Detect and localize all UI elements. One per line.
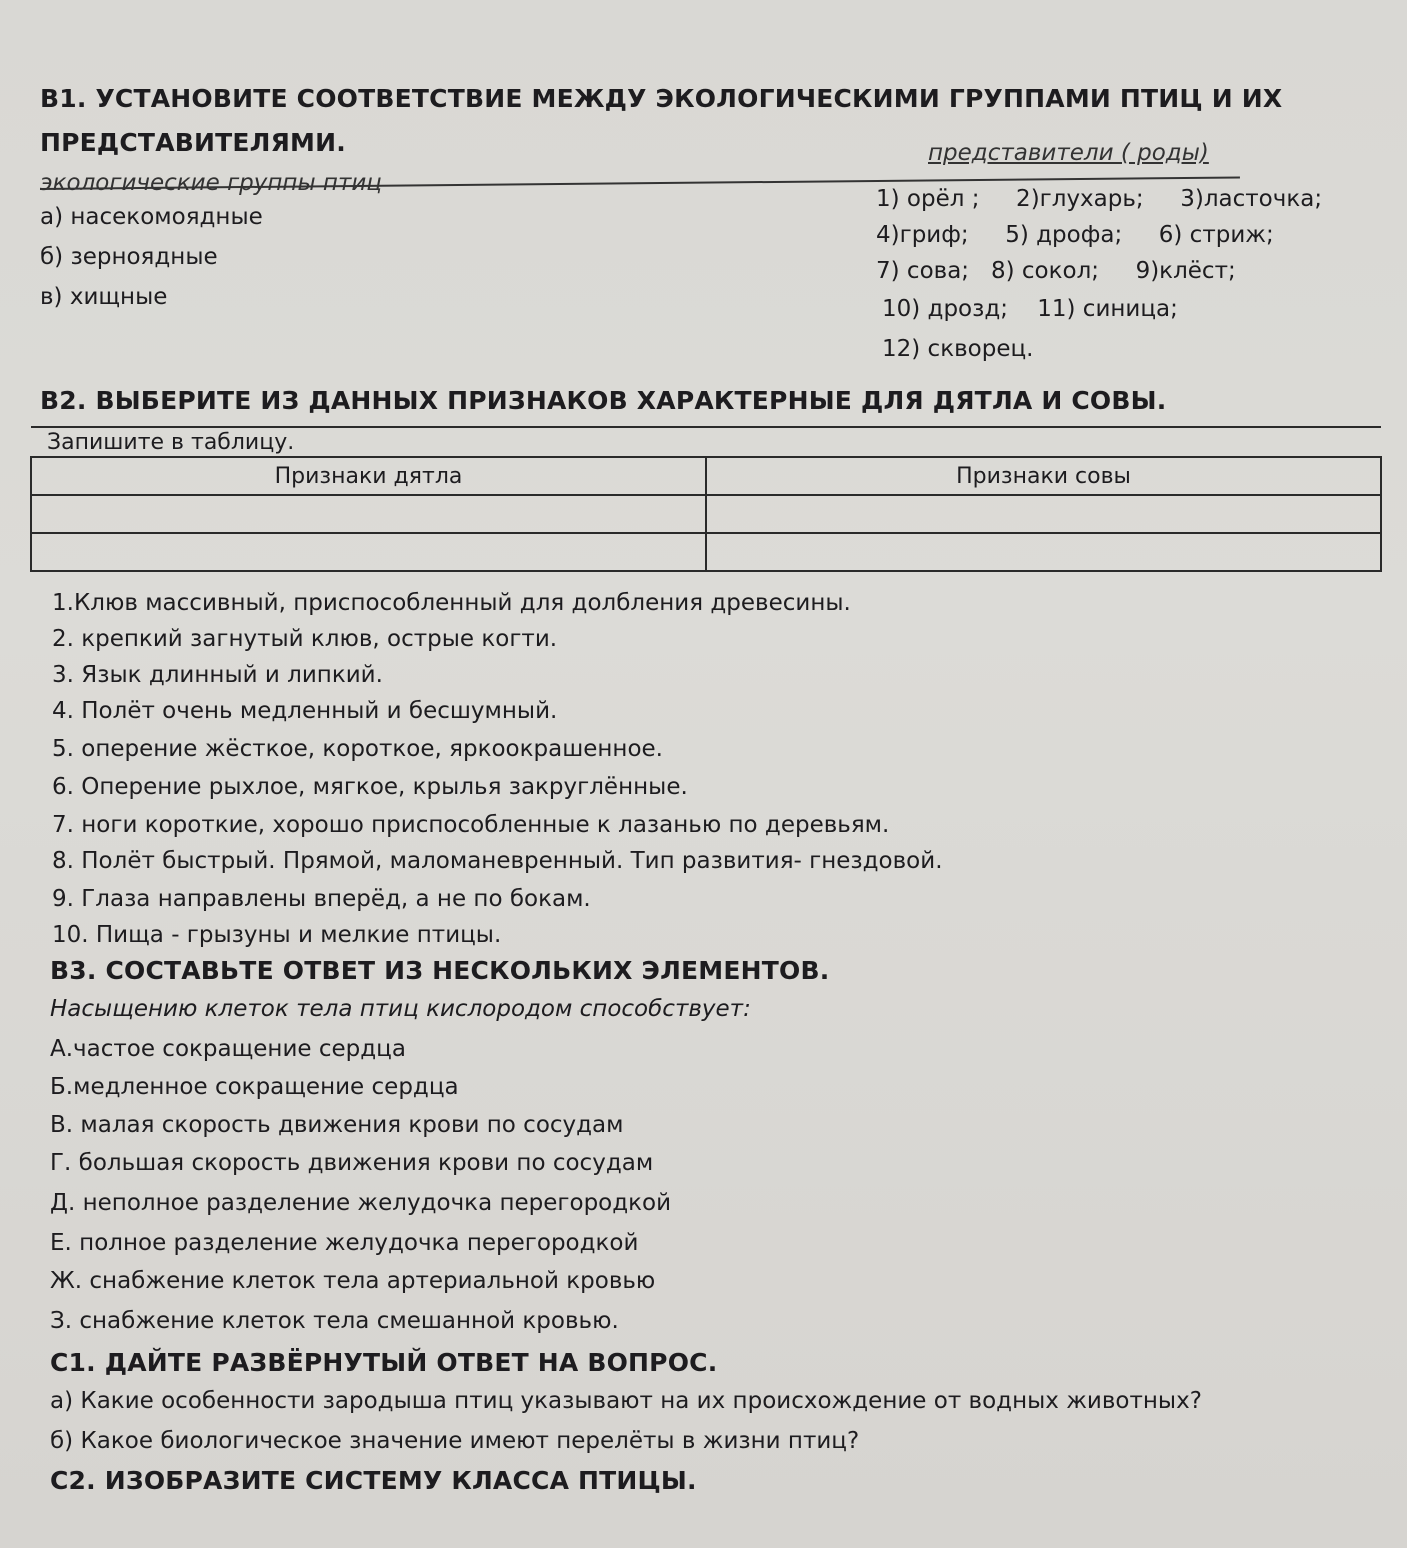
list-item: Д. неполное разделение желудочка перегородкой (50, 1190, 672, 1216)
b1-rep-line-1: 1) орёл ; 2)глухарь; 3)ласточка; (876, 186, 1323, 212)
b3-title: В3. СОСТАВЬТЕ ОТВЕТ ИЗ НЕСКОЛЬКИХ ЭЛЕМЕНТОВ. (50, 956, 830, 985)
b1-right-header: представители ( роды) (928, 140, 1209, 166)
list-item: З. снабжение клеток тела смешанной кровью. (50, 1308, 619, 1334)
list-item: 2. крепкий загнутый клюв, острые когти. (52, 626, 558, 652)
table-row (31, 533, 1381, 571)
list-item: Ж. снабжение клеток тела артериальной кровью (50, 1268, 656, 1294)
b3-question: Насыщению клеток тела птиц кислородом способствует: (50, 996, 751, 1022)
b1-group-b: б) зерноядные (40, 244, 218, 270)
list-item: 5. оперение жёсткое, короткое, яркоокрашенное. (52, 736, 663, 762)
list-item: А.частое сокращение сердца (50, 1036, 406, 1062)
b1-rep-line-4: 10) дрозд; 11) синица; (882, 296, 1178, 322)
list-item: 3. Язык длинный и липкий. (52, 662, 383, 688)
b1-title-line1: В1. УСТАНОВИТЕ СООТВЕТСТВИЕ МЕЖДУ ЭКОЛОГИЧЕСКИМИ ГРУППАМИ ПТИЦ И ИХ (40, 84, 1283, 113)
list-item: 10. Пища - грызуны и мелкие птицы. (52, 922, 502, 948)
b2-col-owl: Признаки совы (706, 457, 1381, 495)
b1-left-header: экологические группы птиц (40, 170, 382, 196)
list-item: Г. большая скорость движения крови по сосудам (50, 1150, 654, 1176)
c1-question-b: б) Какое биологическое значение имеют перелёты в жизни птиц? (50, 1428, 860, 1454)
list-item: Е. полное разделение желудочка перегородкой (50, 1230, 639, 1256)
b2-table-caption: Запишите в таблицу. (31, 427, 1381, 457)
list-item: 9. Глаза направлены вперёд, а не по бокам. (52, 886, 591, 912)
b2-title: В2. ВЫБЕРИТЕ ИЗ ДАННЫХ ПРИЗНАКОВ ХАРАКТЕРНЫЕ ДЛЯ ДЯТЛА И СОВЫ. (40, 386, 1167, 415)
list-item: 4. Полёт очень медленный и бесшумный. (52, 698, 558, 724)
list-item: В. малая скорость движения крови по сосудам (50, 1112, 624, 1138)
b1-rep-line-5: 12) скворец. (882, 336, 1034, 362)
b2-answer-cell[interactable] (31, 495, 706, 533)
b2-answer-cell[interactable] (706, 495, 1381, 533)
list-item: 7. ноги короткие, хорошо приспособленные к лазанью по деревьям. (52, 812, 890, 838)
c1-title: С1. ДАЙТЕ РАЗВЁРНУТЫЙ ОТВЕТ НА ВОПРОС. (50, 1348, 718, 1377)
list-item: 8. Полёт быстрый. Прямой, маломаневренный. Тип развития- гнездовой. (52, 848, 943, 874)
c1-question-a: а) Какие особенности зародыша птиц указывают на их происхождение от водных животных? (50, 1388, 1202, 1414)
list-item: 6. Оперение рыхлое, мягкое, крылья закруглённые. (52, 774, 688, 800)
b1-rep-line-2: 4)гриф; 5) дрофа; 6) стриж; (876, 222, 1274, 248)
c2-title: С2. ИЗОБРАЗИТЕ СИСТЕМУ КЛАССА ПТИЦЫ. (50, 1466, 697, 1495)
b1-group-a: а) насекомоядные (40, 204, 263, 230)
list-item: 1.Клюв массивный, приспособленный для долбления древесины. (52, 590, 851, 616)
b2-col-woodpecker: Признаки дятла (31, 457, 706, 495)
table-row (31, 457, 1381, 495)
b2-answer-cell[interactable] (706, 533, 1381, 571)
table-row (31, 495, 1381, 533)
list-item: Б.медленное сокращение сердца (50, 1074, 459, 1100)
b1-group-c: в) хищные (40, 284, 168, 310)
b1-title-line2: ПРЕДСТАВИТЕЛЯМИ. (40, 128, 346, 157)
b2-answer-table (30, 426, 1382, 572)
b2-answer-cell[interactable] (31, 533, 706, 571)
b1-rep-line-3: 7) сова; 8) сокол; 9)клёст; (876, 258, 1236, 284)
